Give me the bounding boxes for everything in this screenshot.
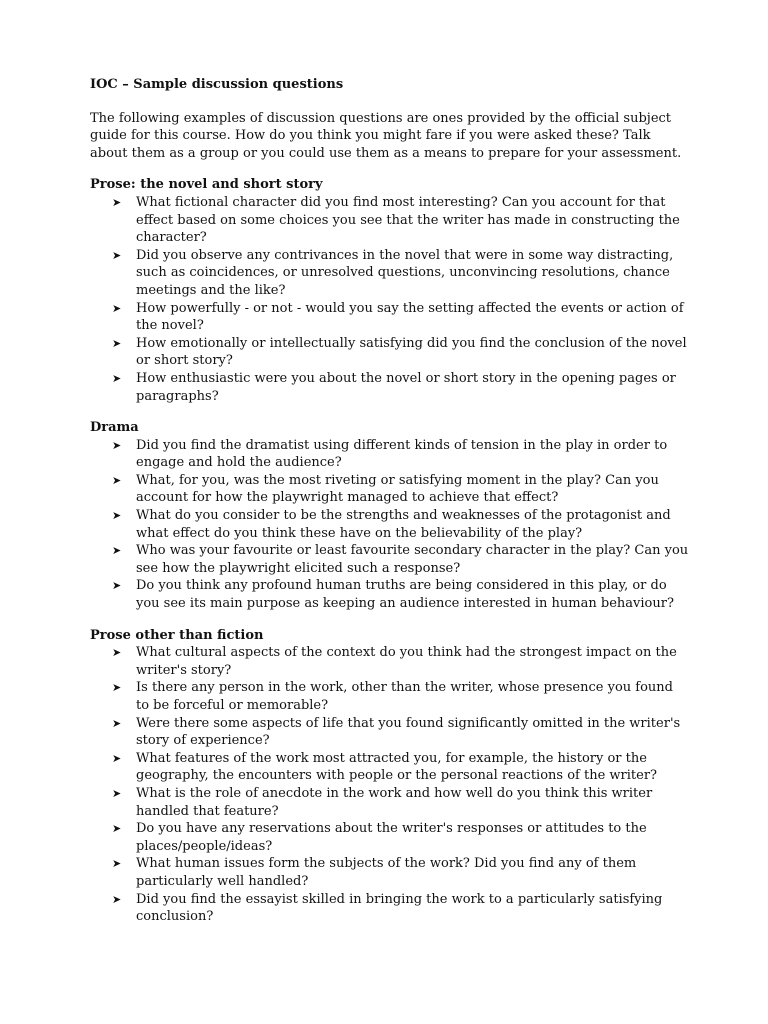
question-text: What cultural aspects of the context do you think had the strongest impact on the writer's story? (136, 645, 677, 678)
arrow-bullet-icon: ➤ (112, 248, 122, 262)
question-text: What features of the work most attracted you, for example, the history or the geography, the encounters with people or the personal reactions of the writer? (136, 750, 657, 784)
arrow-bullet-icon: ➤ (112, 646, 122, 660)
list-item (90, 370, 690, 405)
list-item (90, 679, 690, 714)
section-drama (90, 419, 690, 613)
list-item (90, 437, 690, 472)
arrow-bullet-icon: ➤ (112, 892, 122, 906)
question-text: Did you find the dramatist using different kinds of tension in the play in order to engage and hold the audience? (136, 437, 668, 471)
list-item (90, 855, 690, 890)
list-item (90, 472, 690, 507)
arrow-bullet-icon: ➤ (112, 822, 122, 836)
arrow-bullet-icon: ➤ (112, 786, 122, 800)
arrow-bullet-icon: ➤ (112, 681, 122, 695)
list-item (90, 820, 690, 855)
section-prose-other-than-fiction (90, 627, 690, 926)
intro-paragraph: The following examples of discussion questions are ones provided by the official subject guide for this course. How do you think you might fare if you were asked these? Talk about them as a group or you could use them as a means to prepare for your assessment. (90, 110, 682, 161)
question-text: What do you consider to be the strengths and weaknesses of the protagonist and what effect do you think these have on the believability of the play? (136, 508, 671, 541)
question-text: Do you think any profound human truths are being considered in this play, or do you see its main purpose as keeping an audience interested in human behaviour? (136, 578, 674, 612)
list-item (90, 300, 690, 335)
arrow-bullet-icon: ➤ (112, 301, 122, 315)
question-text: How emotionally or intellectually satisfying did you find the conclusion of the novel or short story? (136, 335, 687, 369)
question-text: Did you observe any contrivances in the novel that were in some way distracting, such as coincidences, or unresolved questions, unconvincing resolutions, chance meetings and the like? (136, 247, 674, 298)
arrow-bullet-icon: ➤ (112, 195, 122, 209)
arrow-bullet-icon: ➤ (112, 473, 122, 487)
list-item (90, 785, 690, 820)
sections-container (90, 176, 690, 925)
question-text: Who was your favourite or least favourite secondary character in the play? Can you see how the playwright elicited such a response? (136, 543, 689, 576)
list-item (90, 335, 690, 370)
arrow-bullet-icon: ➤ (112, 371, 122, 385)
list-item (90, 750, 690, 785)
question-text: Were there some aspects of life that you found significantly omitted in the writer's story of experience? (136, 715, 681, 749)
document-title: IOC – Sample discussion questions (90, 77, 344, 92)
document-content (90, 76, 690, 940)
section-heading: Prose: the novel and short story (90, 177, 323, 193)
section-prose-the-novel-and-short-story (90, 176, 690, 405)
question-text: What is the role of anecdote in the work and how well do you think this writer handled that feature? (136, 785, 653, 819)
list-item (90, 577, 690, 612)
question-text: What fictional character did you find most interesting? Can you account for that effect based on some choices you see that the writer has made in constructing the character? (136, 194, 680, 246)
list-item (90, 644, 690, 679)
question-list (90, 194, 690, 405)
list-item (90, 247, 690, 300)
arrow-bullet-icon: ➤ (112, 716, 122, 730)
question-list (90, 644, 690, 926)
list-item (90, 542, 690, 577)
arrow-bullet-icon: ➤ (112, 579, 122, 593)
question-text: Do you have any reservations about the writer's responses or attitudes to the places/people/ideas? (136, 821, 647, 854)
list-item (90, 891, 690, 926)
section-heading: Prose other than fiction (90, 627, 264, 643)
question-text: What, for you, was the most riveting or satisfying moment in the play? Can you account for how the playwright managed to achieve that effect? (136, 472, 659, 506)
arrow-bullet-icon: ➤ (112, 438, 122, 452)
question-text: How powerfully - or not - would you say the setting affected the events or action of the novel? (136, 300, 684, 334)
arrow-bullet-icon: ➤ (112, 544, 122, 558)
question-text: How enthusiastic were you about the novel or short story in the opening pages or paragraphs? (136, 370, 676, 404)
list-item (90, 507, 690, 542)
list-item (90, 194, 690, 247)
section-heading: Drama (90, 420, 139, 436)
list-item (90, 715, 690, 750)
arrow-bullet-icon: ➤ (112, 336, 122, 350)
arrow-bullet-icon: ➤ (112, 509, 122, 523)
arrow-bullet-icon: ➤ (112, 857, 122, 871)
question-text: Did you find the essayist skilled in bringing the work to a particularly satisfying conclusion? (136, 891, 663, 925)
question-text: What human issues form the subjects of the work? Did you find any of them particularly well handled? (136, 856, 637, 889)
question-list (90, 437, 690, 613)
question-text: Is there any person in the work, other than the writer, whose presence you found to be forceful or memorable? (136, 680, 673, 713)
arrow-bullet-icon: ➤ (112, 751, 122, 765)
